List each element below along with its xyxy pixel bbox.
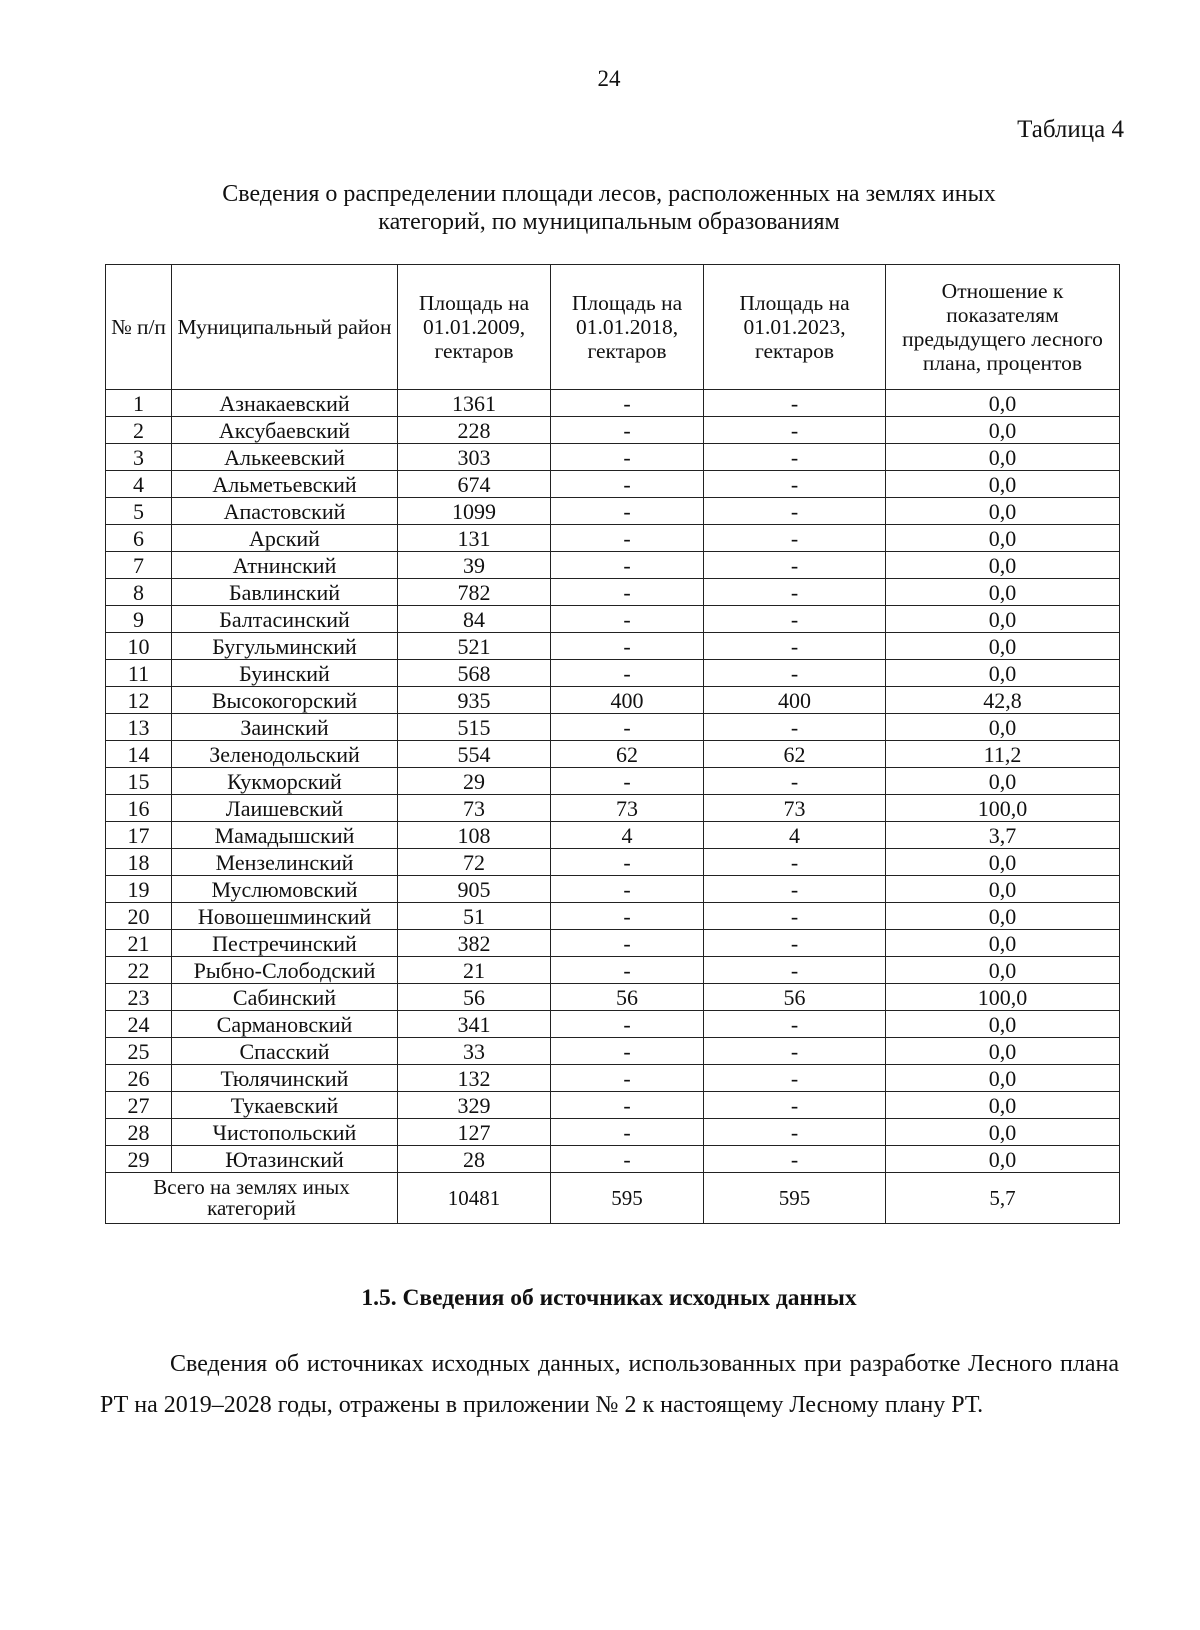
row-district: Балтасинский [172,606,398,633]
row-area-2023: - [704,471,886,498]
row-num: 15 [106,768,172,795]
row-num: 21 [106,930,172,957]
row-area-2018: - [551,1146,704,1173]
row-area-2023: - [704,714,886,741]
total-label: Всего на землях иных категорий [106,1173,398,1224]
row-area-2023: 56 [704,984,886,1011]
row-area-2009: 131 [398,525,551,552]
row-area-2009: 132 [398,1065,551,1092]
row-district: Апастовский [172,498,398,525]
row-ratio: 42,8 [886,687,1120,714]
row-area-2023: - [704,1038,886,1065]
row-area-2009: 515 [398,714,551,741]
row-ratio: 0,0 [886,849,1120,876]
row-district: Рыбно-Слободский [172,957,398,984]
row-district: Заинский [172,714,398,741]
row-area-2023: - [704,1092,886,1119]
header-ratio: Отношение к показателям предыдущего лесного плана, процентов [886,265,1120,390]
row-ratio: 11,2 [886,741,1120,768]
row-area-2018: - [551,444,704,471]
row-area-2018: - [551,660,704,687]
row-area-2009: 51 [398,903,551,930]
header-area-2023: Площадь на 01.01.2023, гектаров [704,265,886,390]
row-ratio: 0,0 [886,1065,1120,1092]
row-area-2009: 905 [398,876,551,903]
row-num: 11 [106,660,172,687]
row-area-2009: 554 [398,741,551,768]
row-area-2009: 674 [398,471,551,498]
row-area-2009: 127 [398,1119,551,1146]
table-row [106,525,1120,552]
row-district: Новошешминский [172,903,398,930]
row-ratio: 100,0 [886,795,1120,822]
row-area-2018: - [551,714,704,741]
row-area-2023: - [704,444,886,471]
row-district: Муслюмовский [172,876,398,903]
row-num: 16 [106,795,172,822]
total-area-2023: 595 [704,1173,886,1224]
table-row [106,876,1120,903]
table-row [106,849,1120,876]
row-district: Тюлячинский [172,1065,398,1092]
row-area-2023: - [704,1119,886,1146]
row-num: 19 [106,876,172,903]
row-district: Высокогорский [172,687,398,714]
row-area-2018: 73 [551,795,704,822]
row-area-2023: 400 [704,687,886,714]
table-row [106,498,1120,525]
row-area-2009: 39 [398,552,551,579]
row-district: Арский [172,525,398,552]
forest-area-table [105,264,1120,1224]
row-num: 20 [106,903,172,930]
row-area-2009: 21 [398,957,551,984]
row-ratio: 0,0 [886,1119,1120,1146]
table-row [106,633,1120,660]
row-area-2023: - [704,606,886,633]
table-row [106,1146,1120,1173]
row-area-2018: - [551,1038,704,1065]
row-district: Мензелинский [172,849,398,876]
table-body [106,390,1120,1224]
row-num: 27 [106,1092,172,1119]
row-area-2023: - [704,768,886,795]
section-heading: 1.5. Сведения об источниках исходных данных [361,1285,857,1311]
row-area-2018: - [551,606,704,633]
row-district: Пестречинский [172,930,398,957]
row-area-2018: 62 [551,741,704,768]
row-area-2023: 4 [704,822,886,849]
table-row [106,1011,1120,1038]
row-area-2018: - [551,471,704,498]
row-num: 26 [106,1065,172,1092]
row-area-2023: - [704,390,886,417]
row-area-2009: 1361 [398,390,551,417]
table-row [106,957,1120,984]
row-area-2009: 568 [398,660,551,687]
table-row [106,768,1120,795]
table-row [106,714,1120,741]
row-num: 2 [106,417,172,444]
table-row [106,930,1120,957]
row-district: Атнинский [172,552,398,579]
table-row [106,1038,1120,1065]
row-district: Алькеевский [172,444,398,471]
row-area-2023: - [704,552,886,579]
row-district: Сабинский [172,984,398,1011]
total-area-2018: 595 [551,1173,704,1224]
table-row [106,606,1120,633]
row-num: 10 [106,633,172,660]
row-area-2023: 73 [704,795,886,822]
table-caption: Таблица 4 [1017,116,1124,143]
row-area-2023: 62 [704,741,886,768]
header-district: Муниципальный район [172,265,398,390]
row-ratio: 0,0 [886,633,1120,660]
row-ratio: 0,0 [886,876,1120,903]
row-area-2009: 1099 [398,498,551,525]
row-area-2009: 303 [398,444,551,471]
row-area-2018: - [551,417,704,444]
row-district: Мамадышский [172,822,398,849]
row-area-2023: - [704,1011,886,1038]
table-title [100,180,1118,236]
table-total-row [106,1173,1120,1224]
row-area-2023: - [704,903,886,930]
row-ratio: 0,0 [886,1011,1120,1038]
row-ratio: 100,0 [886,984,1120,1011]
row-area-2009: 29 [398,768,551,795]
row-ratio: 0,0 [886,1146,1120,1173]
page-number: 24 [597,66,621,91]
total-ratio: 5,7 [886,1173,1120,1224]
row-area-2009: 228 [398,417,551,444]
row-area-2018: 400 [551,687,704,714]
row-num: 17 [106,822,172,849]
table-row [106,417,1120,444]
row-area-2023: - [704,849,886,876]
row-num: 4 [106,471,172,498]
row-ratio: 0,0 [886,903,1120,930]
row-district: Кукморский [172,768,398,795]
row-num: 3 [106,444,172,471]
table-row [106,687,1120,714]
header-area-2009: Площадь на 01.01.2009, гектаров [398,265,551,390]
row-area-2023: - [704,1146,886,1173]
row-area-2009: 782 [398,579,551,606]
table-row [106,444,1120,471]
row-district: Зеленодольский [172,741,398,768]
row-district: Азнакаевский [172,390,398,417]
row-area-2023: - [704,525,886,552]
row-area-2018: - [551,498,704,525]
row-ratio: 0,0 [886,714,1120,741]
row-area-2009: 935 [398,687,551,714]
row-district: Альметьевский [172,471,398,498]
row-area-2018: - [551,1011,704,1038]
row-ratio: 0,0 [886,417,1120,444]
table-row [106,552,1120,579]
row-area-2018: - [551,633,704,660]
row-ratio: 0,0 [886,498,1120,525]
table-row [106,795,1120,822]
row-ratio: 3,7 [886,822,1120,849]
row-num: 8 [106,579,172,606]
table-row [106,984,1120,1011]
row-area-2009: 28 [398,1146,551,1173]
row-ratio: 0,0 [886,957,1120,984]
row-area-2023: - [704,417,886,444]
table-row [106,660,1120,687]
row-area-2018: - [551,390,704,417]
row-area-2018: - [551,903,704,930]
table-row [106,579,1120,606]
row-num: 18 [106,849,172,876]
table-row [106,1065,1120,1092]
row-area-2023: - [704,660,886,687]
row-area-2018: - [551,1092,704,1119]
row-district: Ютазинский [172,1146,398,1173]
row-ratio: 0,0 [886,930,1120,957]
row-district: Сармановский [172,1011,398,1038]
row-district: Чистопольский [172,1119,398,1146]
row-ratio: 0,0 [886,390,1120,417]
row-area-2018: - [551,957,704,984]
row-ratio: 0,0 [886,444,1120,471]
row-area-2009: 33 [398,1038,551,1065]
row-ratio: 0,0 [886,552,1120,579]
row-area-2018: - [551,849,704,876]
row-area-2023: - [704,1065,886,1092]
row-num: 5 [106,498,172,525]
row-area-2009: 108 [398,822,551,849]
table-row [106,471,1120,498]
row-area-2009: 521 [398,633,551,660]
row-area-2023: - [704,957,886,984]
row-area-2009: 341 [398,1011,551,1038]
row-ratio: 0,0 [886,768,1120,795]
row-num: 9 [106,606,172,633]
row-area-2009: 72 [398,849,551,876]
row-area-2018: - [551,525,704,552]
row-ratio: 0,0 [886,525,1120,552]
row-ratio: 0,0 [886,1092,1120,1119]
row-area-2009: 84 [398,606,551,633]
row-num: 1 [106,390,172,417]
row-area-2018: 4 [551,822,704,849]
row-num: 25 [106,1038,172,1065]
row-area-2018: 56 [551,984,704,1011]
row-num: 24 [106,1011,172,1038]
row-district: Лаишевский [172,795,398,822]
row-ratio: 0,0 [886,1038,1120,1065]
table-row [106,741,1120,768]
row-ratio: 0,0 [886,579,1120,606]
table-row [106,822,1120,849]
row-area-2018: - [551,876,704,903]
header-area-2018: Площадь на 01.01.2018, гектаров [551,265,704,390]
row-area-2018: - [551,1065,704,1092]
row-num: 7 [106,552,172,579]
row-num: 29 [106,1146,172,1173]
table-row [106,1119,1120,1146]
total-area-2009: 10481 [398,1173,551,1224]
row-num: 14 [106,741,172,768]
table-row [106,390,1120,417]
row-area-2009: 329 [398,1092,551,1119]
section-body: Сведения об источниках исходных данных, использованных при разработке Лесного плана РТ на 2019–2028 годы, отражены в приложении № 2 к настоящему Лесному плану РТ. [100,1351,1119,1418]
row-num: 13 [106,714,172,741]
row-area-2023: - [704,579,886,606]
row-area-2018: - [551,930,704,957]
row-area-2023: - [704,498,886,525]
row-area-2018: - [551,1119,704,1146]
row-district: Бавлинский [172,579,398,606]
row-area-2018: - [551,579,704,606]
table-row [106,903,1120,930]
row-ratio: 0,0 [886,660,1120,687]
row-area-2023: - [704,633,886,660]
row-num: 22 [106,957,172,984]
row-num: 28 [106,1119,172,1146]
row-area-2023: - [704,876,886,903]
row-area-2018: - [551,552,704,579]
row-area-2009: 56 [398,984,551,1011]
row-district: Буинский [172,660,398,687]
row-area-2023: - [704,930,886,957]
row-district: Тукаевский [172,1092,398,1119]
table-title-line-1: Сведения о распределении площади лесов, расположенных на землях иных [222,181,996,207]
row-district: Аксубаевский [172,417,398,444]
row-ratio: 0,0 [886,606,1120,633]
table-header-row [106,265,1120,390]
row-district: Бугульминский [172,633,398,660]
row-num: 12 [106,687,172,714]
table-title-line-2: категорий, по муниципальным образованиям [378,209,840,235]
row-num: 6 [106,525,172,552]
row-area-2018: - [551,768,704,795]
row-num: 23 [106,984,172,1011]
row-ratio: 0,0 [886,471,1120,498]
header-num: № п/п [106,265,172,390]
row-district: Спасский [172,1038,398,1065]
row-area-2009: 73 [398,795,551,822]
table-row [106,1092,1120,1119]
row-area-2009: 382 [398,930,551,957]
